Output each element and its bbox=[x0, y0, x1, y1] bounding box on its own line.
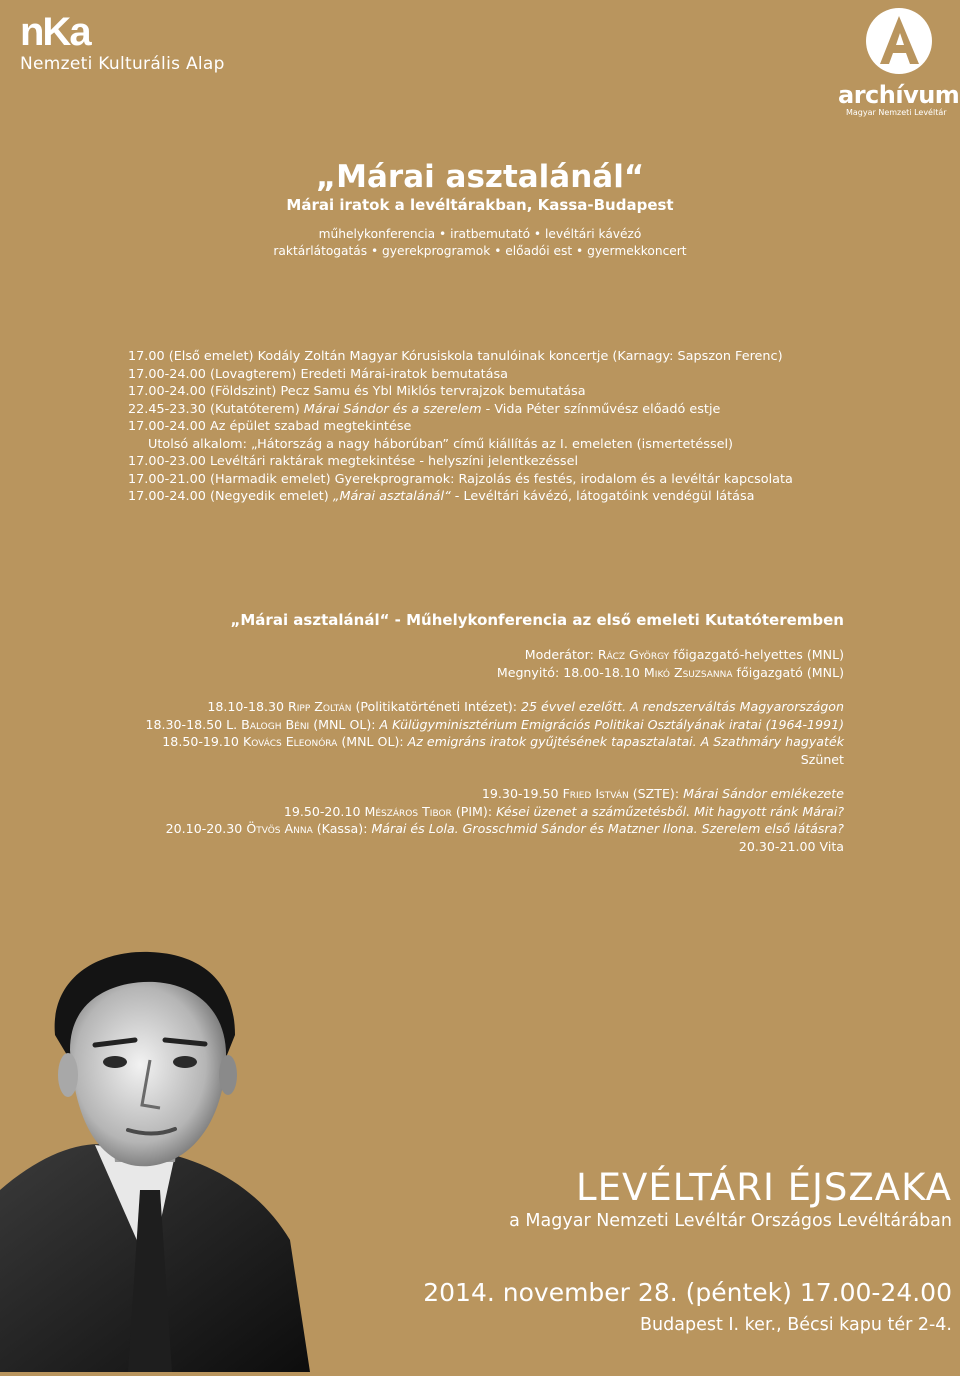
event-place: Budapest I. ker., Bécsi kapu tér 2-4. bbox=[640, 1315, 952, 1335]
schedule-item-title: Márai Sándor és a szerelem bbox=[303, 401, 482, 417]
portrait-photo bbox=[0, 940, 310, 1372]
schedule-item: 17.00-24.00 (Földszint) Pecz Samu és Ybl Miklós tervrajzok bemutatása bbox=[128, 384, 586, 399]
schedule-item: Utolsó alkalom: „Hátország a nagy háborúban” című kiállítás az I. emeleten (ismertetéssel) bbox=[148, 436, 734, 452]
moderator-role: főigazgató-helyettes (MNL) bbox=[669, 647, 844, 662]
talk-time: 19.30-19.50 bbox=[481, 786, 563, 801]
talk-topic: A Külügyminisztérium Emigrációs Politikai Osztályának iratai (1964-1991) bbox=[379, 716, 844, 732]
talk-time: 18.10-18.30 bbox=[207, 699, 289, 714]
moderator-line bbox=[100, 646, 844, 664]
archivum-subtitle: Magyar Nemzeti Levéltár bbox=[846, 108, 947, 117]
event-title: LEVÉLTÁRI ÉJSZAKA bbox=[576, 1166, 952, 1209]
talk-org: (PIM): bbox=[451, 803, 497, 819]
conference-title: „Márai asztalánál“ - Műhelykonferencia az első emeleti Kutatóteremben bbox=[230, 611, 844, 629]
talk-topic: Kései üzenet a száműzetésből. Mit hagyott ránk Márai? bbox=[496, 803, 844, 819]
schedule-item: 17.00-24.00 Az épület szabad megtekintése bbox=[128, 419, 412, 434]
schedule-item: 17.00-21.00 (Harmadik emelet) Gyerekprogramok: Rajzolás és festés, irodalom és a levéltár kapcsolata bbox=[128, 471, 793, 487]
talk-org: (SZTE): bbox=[628, 786, 684, 801]
schedule-item: 17.00 (Első emelet) Kodály Zoltán Magyar Kórusiskola tanulóinak koncertje (Karnagy: Sapszon Ferenc) bbox=[128, 349, 783, 364]
talk-org: (Kassa): bbox=[312, 821, 372, 836]
nka-logo-mark: nKa bbox=[20, 10, 90, 54]
moderator-name: Rácz György bbox=[597, 647, 670, 662]
talk-topic: 25 évvel ezelőtt. A rendszerváltás Magyarországon bbox=[520, 699, 844, 714]
talk-speaker: Mészáros Tibor bbox=[364, 803, 452, 819]
event-date: 2014. november 28. (péntek) 17.00-24.00 bbox=[423, 1278, 952, 1307]
talk-speaker: Ripp Zoltán bbox=[288, 699, 352, 714]
talk-org: (MNL OL): bbox=[337, 734, 408, 749]
talk-org: (Politikatörténeti Intézet): bbox=[351, 699, 521, 714]
schedule-item-time: 22.45-23.30 (Kutatóterem) bbox=[128, 401, 304, 417]
talk-time: 18.50-19.10 bbox=[162, 734, 243, 749]
page-subtitle: Márai iratok a levéltárakban, Kassa-Budapest bbox=[286, 196, 674, 214]
talk-speaker: L. Balogh Béni bbox=[226, 716, 310, 732]
talk-time: 20.10-20.30 bbox=[165, 821, 247, 836]
talk-item bbox=[100, 785, 844, 803]
talk-item bbox=[100, 733, 844, 751]
talk-topic: Márai és Lola. Grosschmid Sándor és Matzner Ilona. Szerelem első látásra? bbox=[371, 821, 844, 836]
closing-line: 20.30-21.00 Vita bbox=[738, 838, 844, 854]
talk-time: 18.30-18.50 bbox=[145, 716, 227, 732]
schedule-item bbox=[128, 401, 858, 419]
talk-time: 19.50-20.10 bbox=[283, 803, 365, 819]
page-title: „Márai asztalánál“ bbox=[315, 159, 645, 195]
talk-item bbox=[100, 716, 844, 734]
opener-line bbox=[100, 664, 844, 682]
schedule-item bbox=[128, 488, 858, 506]
opener-name: Mikó Zsuzsanna bbox=[643, 664, 733, 680]
talk-item bbox=[100, 698, 844, 716]
talk-speaker: Ötvös Anna bbox=[246, 821, 313, 836]
talk-speaker: Fried István bbox=[562, 786, 629, 801]
opener-label: Megnyitó: 18.00-18.10 bbox=[496, 664, 644, 680]
talk-topic: Márai Sándor emlékezete bbox=[683, 786, 844, 801]
schedule-item: 17.00-24.00 (Lovagterem) Eredeti Márai-iratok bemutatása bbox=[128, 366, 509, 382]
schedule-item-title: „Márai asztalánál“ bbox=[332, 489, 451, 504]
opener-role: főigazgató (MNL) bbox=[732, 664, 844, 680]
talk-speaker: Kovács Eleonóra bbox=[242, 734, 338, 749]
schedule-item-time: 17.00-24.00 (Negyedik emelet) bbox=[128, 489, 333, 504]
conference-talks-first bbox=[100, 698, 844, 768]
break-line: Szünet bbox=[800, 751, 844, 767]
moderator-label: Moderátor: bbox=[524, 647, 598, 662]
schedule-list bbox=[128, 348, 858, 506]
event-subtitle: a Magyar Nemzeti Levéltár Országos Levéltárában bbox=[509, 1211, 952, 1231]
conference-talks-second bbox=[100, 785, 844, 855]
talk-topic: Az emigráns iratok gyűjtésének tapasztalatai. A Szathmáry hagyaték bbox=[407, 734, 844, 749]
conference-hosts bbox=[100, 646, 844, 681]
archivum-a-icon bbox=[866, 8, 932, 74]
schedule-item: 17.00-23.00 Levéltári raktárak megtekintése - helyszíni jelentkezéssel bbox=[128, 454, 578, 469]
tagline-line-2: raktárlátogatás • gyerekprogramok • előadói est • gyermekkoncert bbox=[273, 244, 687, 258]
nka-logo bbox=[20, 12, 240, 78]
archivum-logo bbox=[836, 8, 960, 118]
archivum-name: archívum bbox=[838, 81, 960, 109]
nka-logo-name: Nemzeti Kulturális Alap bbox=[20, 54, 225, 74]
schedule-item-desc: - Vida Péter színművész előadó estje bbox=[481, 401, 721, 417]
talk-item bbox=[100, 803, 844, 821]
tagline-line-1: műhelykonferencia • iratbemutató • levéltári kávézó bbox=[318, 227, 642, 241]
talk-item bbox=[100, 820, 844, 838]
schedule-item-desc: - Levéltári kávézó, látogatóink vendégül látása bbox=[450, 489, 755, 504]
talk-org: (MNL OL): bbox=[309, 716, 380, 732]
